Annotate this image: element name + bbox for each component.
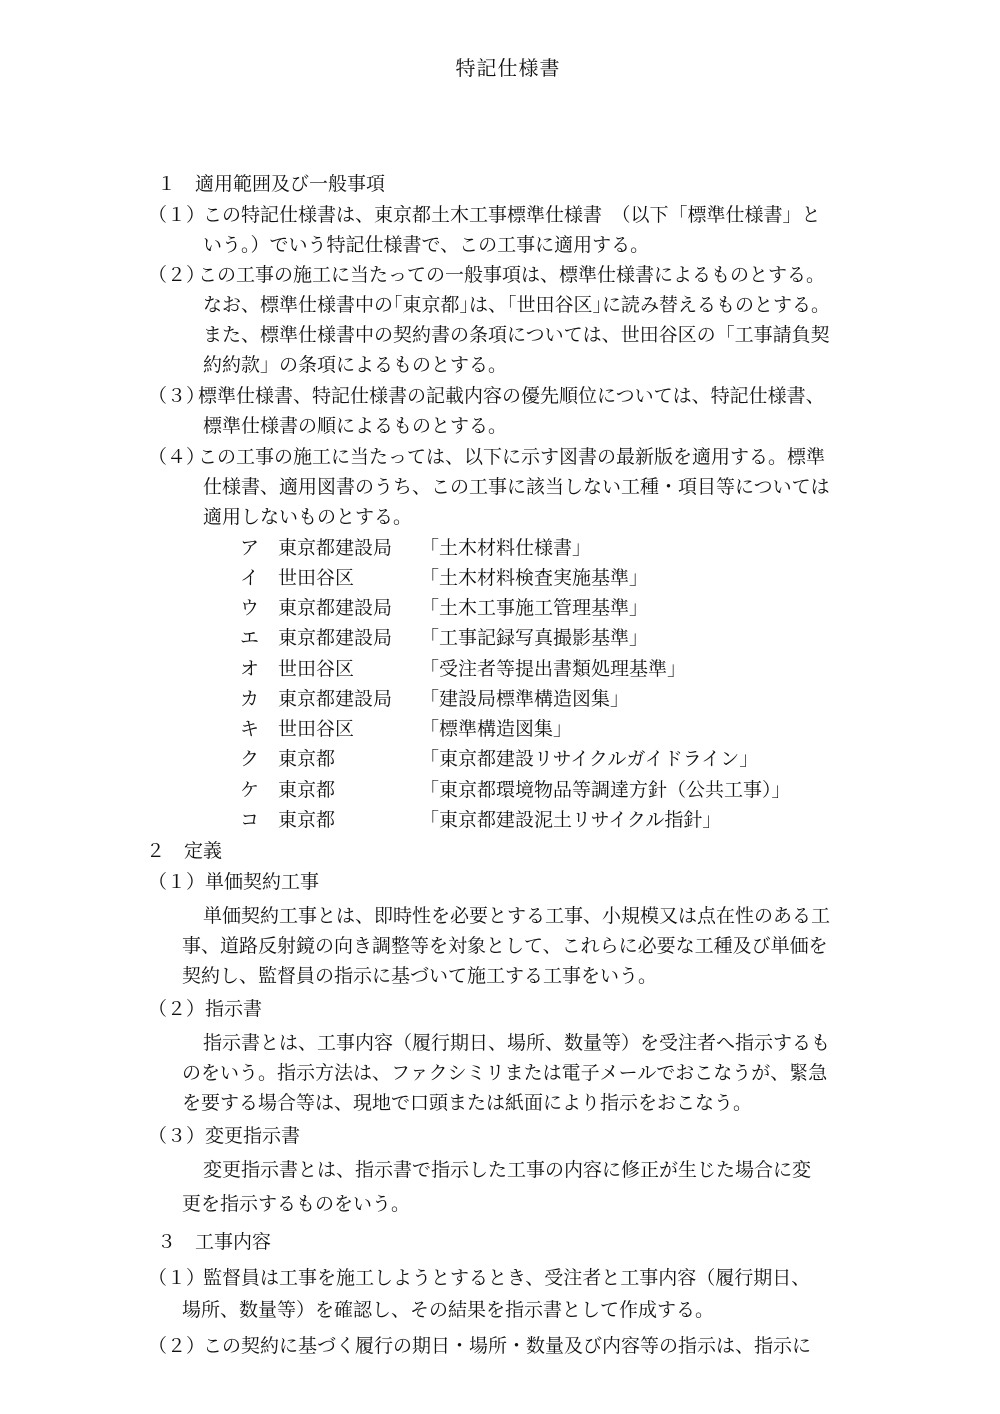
- reference-organization: 世田谷区: [278, 567, 355, 589]
- document-title: 特記仕様書: [455, 56, 561, 80]
- reference-document: 「土木材料検査実施基準」: [420, 567, 649, 589]
- section-1-item-2-line: この工事の施工に当たっての一般事項は、標準仕様書によるものとする。: [198, 264, 826, 286]
- definition-1-heading: （１）単価契約工事: [148, 871, 320, 893]
- definition-1-line: 事、道路反射鏡の向き調整等を対象として、これらに必要な工種及び単価を: [182, 935, 828, 957]
- reference-code: ケ: [240, 779, 260, 801]
- reference-document: 「標準構造図集」: [420, 718, 573, 740]
- definition-2-line: を要する場合等は、現地で口頭または紙面により指示をおこなう。: [182, 1092, 753, 1114]
- reference-organization: 東京都: [278, 809, 336, 831]
- reference-organization: 東京都建設局: [278, 627, 393, 649]
- reference-document: 「東京都環境物品等調達方針（公共工事）」: [420, 779, 791, 801]
- reference-document: 「建設局標準構造図集」: [420, 688, 630, 710]
- section-1-item-4-line: この工事の施工に当たっては、以下に示す図書の最新版を適用する。標準: [198, 446, 826, 468]
- definition-2-line: のをいう。指示方法は、ファクシミリまたは電子メールでおこなうが、緊急: [182, 1062, 828, 1084]
- section-1-heading: １ 適用範囲及び一般事項: [157, 173, 386, 195]
- reference-organization: 東京都: [278, 779, 336, 801]
- reference-organization: 世田谷区: [278, 658, 355, 680]
- section-1-item-2-line: また、標準仕様書中の契約書の条項については、世田谷区の「工事請負契: [203, 324, 830, 346]
- section-1-item-4-number: （４）: [148, 446, 206, 468]
- reference-document: 「受注者等提出書類処理基準」: [420, 658, 687, 680]
- section-1-item-1-line: この特記仕様書は、東京都土木工事標準仕様書 （以下「標準仕様書」と: [203, 204, 821, 226]
- reference-organization: 東京都建設局: [278, 537, 393, 559]
- section-1-item-2-line: なお、標準仕様書中の｢東京都｣は、｢世田谷区｣に読み替えるものとする。: [203, 294, 831, 316]
- reference-code: ウ: [240, 597, 260, 619]
- reference-organization: 東京都: [278, 748, 336, 770]
- section-1-item-2-line: 約約款」の条項によるものとする。: [203, 354, 508, 376]
- reference-organization: 東京都建設局: [278, 597, 393, 619]
- section-1-item-3-line: 標準仕様書、特記仕様書の記載内容の優先順位については、特記仕様書、: [198, 385, 825, 407]
- reference-code: オ: [240, 658, 260, 680]
- definition-3-line: 変更指示書とは、指示書で指示した工事の内容に修正が生じた場合に変: [203, 1159, 812, 1181]
- reference-code: カ: [240, 688, 260, 710]
- reference-organization: 東京都建設局: [278, 688, 393, 710]
- reference-code: ク: [240, 748, 260, 770]
- reference-code: エ: [240, 627, 260, 649]
- section-3-item-2-number: （２）: [148, 1335, 206, 1357]
- reference-code: ア: [240, 537, 260, 559]
- reference-document: 「工事記録写真撮影基準」: [420, 627, 649, 649]
- section-1-item-1-number: （１）: [148, 204, 206, 226]
- section-1-item-2-number: （２）: [148, 264, 206, 286]
- definition-1-line: 契約し、監督員の指示に基づいて施工する工事をいう。: [182, 965, 658, 987]
- section-1-item-4-line: 仕様書、適用図書のうち、この工事に該当しない工種・項目等については: [203, 476, 830, 498]
- definition-3-heading: （３）変更指示書: [148, 1125, 301, 1147]
- section-3-item-1-line: 監督員は工事を施工しようとするとき、受注者と工事内容（履行期日、: [203, 1267, 811, 1289]
- reference-document: 「土木材料仕様書」: [420, 537, 592, 559]
- definition-2-heading: （２）指示書: [148, 998, 263, 1020]
- section-1-item-3-line: 標準仕様書の順によるものとする。: [203, 415, 508, 437]
- reference-document: 「土木工事施工管理基準」: [420, 597, 649, 619]
- reference-code: イ: [240, 567, 260, 589]
- definition-3-line: 更を指示するものをいう。: [182, 1193, 411, 1215]
- reference-code: コ: [240, 809, 260, 831]
- section-3-item-1-line: 場所、数量等）を確認し、その結果を指示書として作成する。: [182, 1299, 715, 1321]
- definition-1-line: 単価契約工事とは、即時性を必要とする工事、小規模又は点在性のある工: [203, 905, 831, 927]
- reference-document: 「東京都建設リサイクルガイドライン」: [420, 748, 759, 770]
- section-1-item-1-line: いう。）でいう特記仕様書で、この工事に適用する。: [203, 234, 650, 256]
- section-3-item-1-number: （１）: [148, 1267, 206, 1289]
- section-3-heading: ３ 工事内容: [157, 1231, 272, 1253]
- section-2-heading: ２ 定義: [146, 840, 223, 862]
- section-1-item-4-line: 適用しないものとする。: [203, 506, 413, 528]
- section-3-item-2-line: この契約に基づく履行の期日・場所・数量及び内容等の指示は、指示に: [203, 1335, 812, 1357]
- reference-organization: 世田谷区: [278, 718, 355, 740]
- section-1-item-3-number: （３）: [148, 385, 206, 407]
- definition-2-line: 指示書とは、工事内容（履行期日、場所、数量等）を受注者へ指示するも: [203, 1032, 831, 1054]
- reference-document: 「東京都建設泥土リサイクル指針」: [420, 809, 722, 831]
- reference-code: キ: [240, 718, 260, 740]
